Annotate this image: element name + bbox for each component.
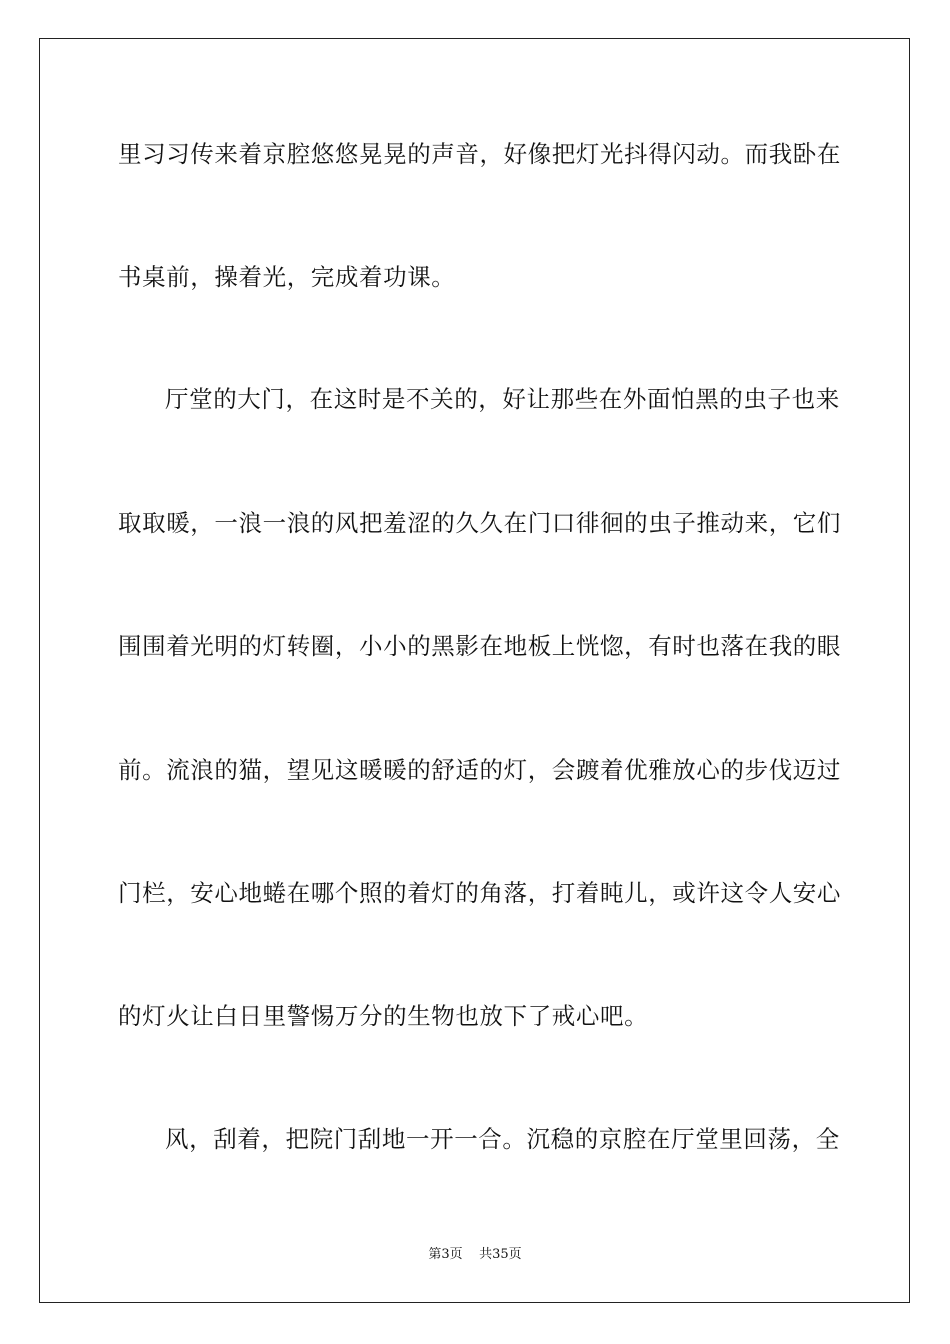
body-text-line: 取取暖，一浪一浪的风把羞涩的久久在门口徘徊的虫子推动来，它们 <box>118 509 841 537</box>
footer-spacer <box>463 1247 480 1262</box>
body-text-line: 围围着光明的灯转圈，小小的黑影在地板上恍惚，有时也落在我的眼 <box>118 632 841 660</box>
body-text-line: 前。流浪的猫，望见这暖暖的舒适的灯，会踱着优雅放心的步伐迈过 <box>118 756 841 784</box>
page-number: 第3页 <box>428 1247 463 1262</box>
body-text-line: 门栏，安心地蜷在哪个照的着灯的角落，打着盹儿，或许这令人安心 <box>118 879 841 907</box>
total-pages: 共35页 <box>479 1247 522 1262</box>
page-border <box>39 38 910 1303</box>
body-text-line: 的灯火让白日里警惕万分的生物也放下了戒心吧。 <box>118 1002 649 1030</box>
body-text-line: 里习习传来着京腔悠悠晃晃的声音，好像把灯光抖得闪动。而我卧在 <box>118 140 841 168</box>
body-text-line: 书桌前，操着光，完成着功课。 <box>118 263 456 291</box>
paragraph-first-line: 风，刮着，把院门刮地一开一合。沉稳的京腔在厅堂里回荡，全 <box>165 1125 840 1153</box>
paragraph-first-line: 厅堂的大门，在这时是不关的，好让那些在外面怕黑的虫子也来 <box>165 385 840 413</box>
page-footer <box>0 1247 950 1263</box>
